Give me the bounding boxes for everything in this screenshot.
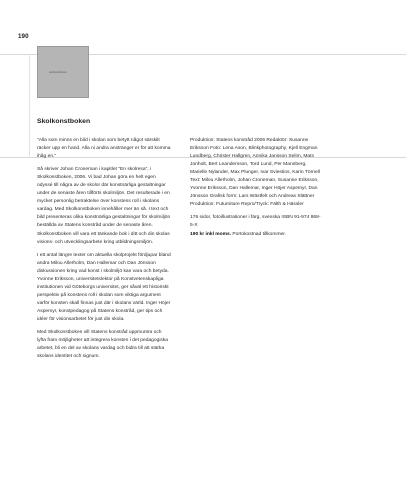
page-number: 190 (18, 33, 29, 40)
paragraph: Så skriver Johan Croneman i kapitlet "En skolresa", i Skolkonstboken, 2006. Vi bad Johan göra en helt egen odyssé till några av de skolor där konstnärliga gestaltningar under de senaste åren tillförts skolmiljön. Det resulterade i en mycket personlig betraktelse över konstens roll i skolans vardag. Med Skolkonstboken innehåller mer än så. I text och bild presenteras olika konstnärliga gestaltningar för skolmiljön beställda av Statens konstråd under de senaste åren. Skolkonstboken vill vara ett tänkande bok i ditt och din skolas visions- och utvecklingsarbete kring utbildningsmiljön. (37, 167, 171, 245)
description-column (37, 137, 171, 366)
book-cover-title: skolkonstboken (49, 71, 67, 74)
paragraph: Med Skolkonstboken vill Statens konstråd uppmuntra och lyfta fram möjligheter att integrera konsten i det pedagogiska arbetet, bli en del av skolans vardag och bidra till att stärka skolans identitet och signum. (37, 330, 169, 360)
credits-column (190, 137, 322, 244)
book-specs (190, 214, 322, 238)
paragraph: "Alla som minns en bild i skolan som betytt något särskilt räcker upp en hand. Alla ni andra anstränger er för att komma ihåg en." (37, 138, 171, 160)
divider-line (29, 54, 30, 158)
book-cover-thumbnail (37, 46, 89, 98)
credits-text: Produktion: Statens konstråd 2006 Redaktör: Susanne Eriksson Foto: Lena Ason, Blinkphotography, Kjell Engman Lundberg, Christer Hallgren, Annika Jansson Selim, Mats Jonholt, Bert Leandersson, Tord Lund, Per Mannberg, Marielle Nylander, Max Plunger, Ivar Sviestins, Karin Törnell Text: Milou Allerholm, Johan Croneman, Susanne Eriksson, Yvonne Eriksson, Dan Hallemar, Inger Höjer Aspemyr, Dan Jönsson Grafisk form: Lars Wästfelt och Andreas Slättner Produktion: Futurniture Repro/Tryck: Fälth & Hässler (190, 138, 320, 208)
specs-text: 176 sidor, fotoillustrationer i färg, svenska ISBN 91-974 868-5-X (190, 215, 321, 229)
shipping-note: Portokostnad tillkommer. (232, 231, 286, 237)
section-title: Skolkonstboken (37, 118, 91, 125)
paragraph: I ett antal längre texter om aktuella skolprojekt fördjupar bland andra Milou Allerholm, Dan Hallemar och Dan Jönsson diskussionen kring vad konst i skolmiljö kan vara och betyda. Yvonne Eriksson, universitetslektor på Konstvetenskapliga institutionen vid Göteborgs universitet, ger såväl ett historiskt perspektiv på konstens roll i skolan som viktiga argument varför konsten skall finnas just där i skolans värld. Inger Höjer Aspemyr, konstpedagog på Statens konstråd, ger tips och idéer för visionsarbetet för just din skola. (37, 252, 171, 322)
price: 190 kr inkl moms. (190, 231, 232, 237)
